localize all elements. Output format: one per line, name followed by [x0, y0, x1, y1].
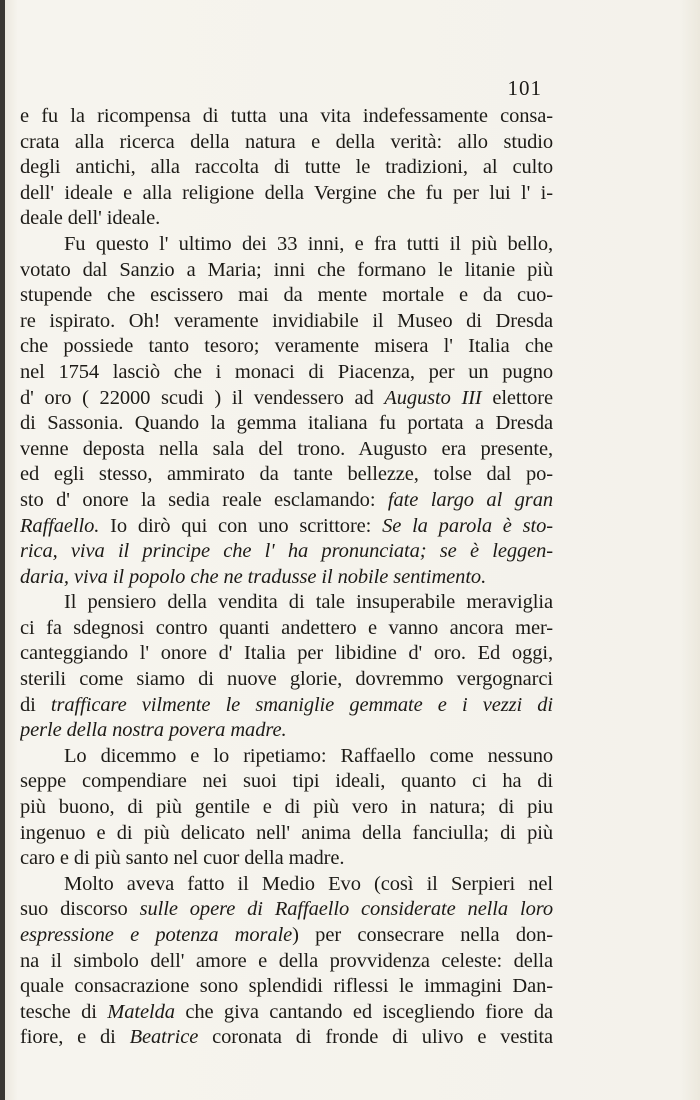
text-line: crata alla ricerca della natura e della verità: allo studio: [20, 130, 553, 153]
text-line: d' oro ( 22000 scudi ) il vendessero ad Augusto III elettore: [20, 386, 553, 409]
text-line: ed egli stesso, ammirato da tante bellezze, tolse dal po-: [20, 463, 553, 486]
text-line: e fu la ricompensa di tutta una vita indefessamente consa-: [20, 105, 553, 127]
text-line: stupende che escissero mai da mente mortale e da cuo-: [20, 284, 553, 307]
text-line: di Sassonia. Quando la gemma italiana fu portata a Dresda: [20, 412, 553, 435]
text-line: Lo dicemmo e lo ripetiamo: Raffaello come nessuno: [64, 744, 553, 767]
text-line: tesche di Matelda che giva cantando ed iscegliendo fiore da: [20, 1000, 553, 1023]
text-line: nel 1754 lasciò che i monaci di Piacenza, per un pugno: [20, 360, 553, 383]
text-line: più buono, di più gentile e di più vero in natura; di piu: [20, 796, 553, 819]
text-line: suo discorso sulle opere di Raffaello considerate nella loro: [20, 898, 553, 921]
text-line: daria, viva il popolo che ne tradusse il nobile sentimento.: [20, 565, 487, 588]
text-line: Il pensiero della vendita di tale insuperabile meraviglia: [64, 591, 553, 614]
text-line: re ispirato. Oh! veramente invidiabile il Museo di Dresda: [20, 309, 553, 332]
text-line: degli antichi, alla raccolta di tutte le tradizioni, al culto: [20, 156, 553, 179]
text-line: dell' ideale e alla religione della Vergine che fu per lui l' i-: [20, 181, 553, 204]
text-line: quale consacrazione sono splendidi riflessi le immagini Dan-: [20, 975, 553, 998]
text-line: espressione e potenza morale) per consecrare nella don-: [20, 924, 553, 946]
text-line: venne deposta nella sala del trono. Augusto era presente,: [20, 437, 553, 460]
text-line: votato dal Sanzio a Maria; inni che formano le litanie più: [20, 258, 553, 281]
text-line: sterili come siamo di nuove glorie, dovremmo vergognarci: [20, 668, 553, 691]
text-line: fiore, e di Beatrice coronata di fronde di ulivo e vestita: [20, 1026, 553, 1049]
text-line: canteggiando l' onore d' Italia per libidine d' oro. Ed oggi,: [20, 642, 553, 665]
text-line: rica, viva il principe che l' ha pronunciata; se è leggen-: [20, 540, 553, 563]
page-number: 101: [507, 76, 542, 100]
text-line: na il simbolo dell' amore e della provvidenza celeste: della: [20, 949, 553, 972]
text-line: perle della nostra povera madre.: [20, 719, 287, 742]
text-line: ingenuo e di più delicato nell' anima della fanciulla; di più: [20, 821, 553, 844]
text-line: caro e di più santo nel cuor della madre.: [20, 847, 345, 870]
binding-edge: [0, 0, 5, 1100]
body-text: [20, 104, 553, 1051]
text-line: Fu questo l' ultimo dei 33 inni, e fra tutti il più bello,: [64, 232, 553, 255]
text-line: deale dell' ideale.: [20, 207, 161, 230]
text-line: Molto aveva fatto il Medio Evo (così il Serpieri nel: [64, 872, 553, 895]
text-line: seppe compendiare nei suoi tipi ideali, quanto ci ha di: [20, 770, 553, 793]
text-line: Raffaello. Io dirò qui con uno scrittore: Se la parola è sto-: [20, 514, 553, 537]
text-line: che possiede tanto tesoro; veramente misera l' Italia che: [20, 335, 553, 358]
text-line: di trafficare vilmente le smaniglie gemmate e i vezzi di: [20, 693, 553, 716]
text-line: ci fa sdegnosi contro quanti andettero e vanno ancora mer-: [20, 616, 553, 639]
text-line: sto d' onore la sedia reale esclamando: fate largo al gran: [20, 488, 553, 511]
